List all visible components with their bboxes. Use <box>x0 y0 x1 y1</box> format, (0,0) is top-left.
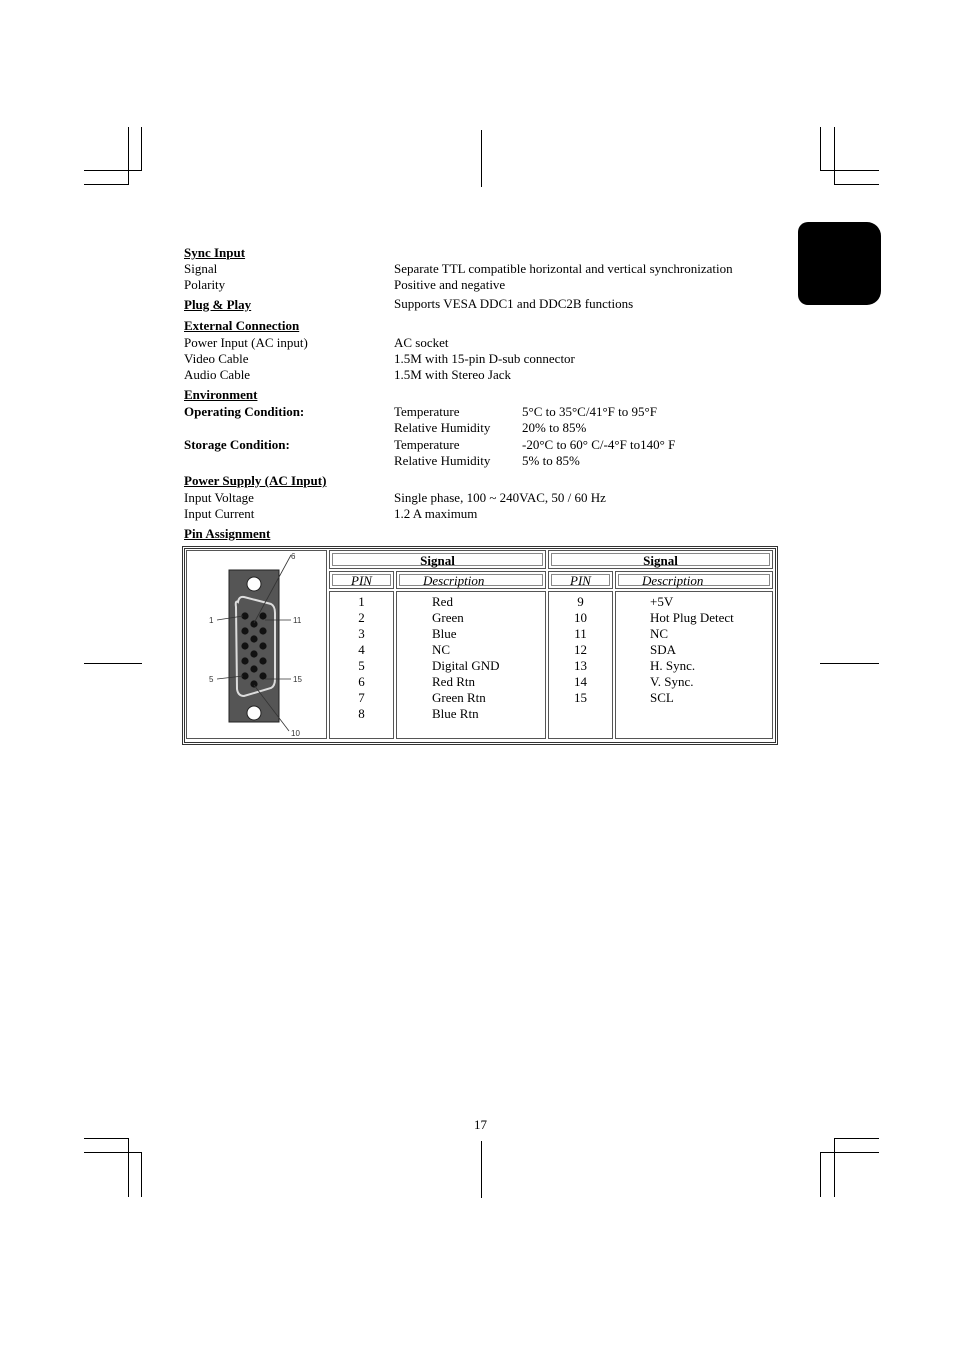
operating-condition-label: Operating Condition: <box>184 404 305 419</box>
pin-number: 15 <box>574 690 587 705</box>
pin-description: V. Sync. <box>650 674 694 689</box>
pin-number: 10 <box>574 610 587 625</box>
sync-polarity-value: Positive and negative <box>394 277 506 292</box>
pin-description: SCL <box>650 690 674 705</box>
sync-polarity-label: Polarity <box>184 277 226 292</box>
env-param: Temperature <box>394 437 460 452</box>
power-label: Input Voltage <box>184 490 254 505</box>
pin-column-left <box>329 591 394 739</box>
ext-label: Power Input (AC input) <box>184 335 308 350</box>
connector-label-11: 11 <box>293 616 302 625</box>
pin-description: Blue Rtn <box>432 706 479 721</box>
pin-number: 4 <box>358 642 365 657</box>
description-header-left: Description <box>396 571 546 589</box>
connector-label-5: 5 <box>209 675 214 684</box>
pin-description: Green <box>432 610 464 625</box>
pin-description: NC <box>650 626 669 641</box>
vga-connector-diagram <box>187 551 326 738</box>
pin-number: 5 <box>358 658 365 673</box>
pin-description: H. Sync. <box>650 658 696 673</box>
pin-number: 2 <box>358 610 365 625</box>
pin-number: 1 <box>358 594 365 609</box>
power-value: Single phase, 100 ~ 240VAC, 50 / 60 Hz <box>394 490 606 505</box>
power-supply-heading: Power Supply (AC Input) <box>184 473 327 488</box>
pin-column-right <box>548 591 613 739</box>
language-tab <box>798 222 881 486</box>
power-value: 1.2 A maximum <box>394 506 478 521</box>
pin-number: 13 <box>574 658 587 673</box>
language-tab-label: ENGLISH <box>811 433 823 486</box>
pin-description: +5V <box>650 594 674 609</box>
env-value: 5°C to 35°C/41°F to 95°F <box>522 404 657 419</box>
signal-header-left: Signal <box>329 550 546 569</box>
connector-diagram-cell <box>186 550 327 739</box>
env-param: Temperature <box>394 404 460 419</box>
environment-heading: Environment <box>184 387 258 402</box>
power-label: Input Current <box>184 506 255 521</box>
pin-header-left: PIN <box>329 571 394 589</box>
description-header-right: Description <box>615 571 773 589</box>
description-column-left <box>396 591 546 739</box>
connector-label-1: 1 <box>209 616 214 625</box>
ext-value: 1.5M with 15-pin D-sub connector <box>394 351 575 366</box>
plug-play-value: Supports VESA DDC1 and DDC2B functions <box>394 296 634 311</box>
ext-value: 1.5M with Stereo Jack <box>394 367 511 382</box>
pin-number: 12 <box>574 642 587 657</box>
connector-label-6: 6 <box>291 552 296 561</box>
pin-number: 7 <box>358 690 365 705</box>
pin-number: 14 <box>574 674 587 689</box>
pin-number: 9 <box>577 594 584 609</box>
pin-description: SDA <box>650 642 677 657</box>
page-number: 17 <box>474 1117 487 1132</box>
external-connection-heading: External Connection <box>184 318 300 333</box>
pin-description: Red Rtn <box>432 674 475 689</box>
pin-description: Green Rtn <box>432 690 486 705</box>
ext-label: Audio Cable <box>184 367 251 382</box>
env-param: Relative Humidity <box>394 420 491 435</box>
pin-number: 6 <box>358 674 365 689</box>
pin-description: Red <box>432 594 453 609</box>
env-value: 20% to 85% <box>522 420 587 435</box>
env-value: 5% to 85% <box>522 453 580 468</box>
env-value: -20°C to 60° C/-4°F to140° F <box>522 437 676 452</box>
ext-label: Video Cable <box>184 351 249 366</box>
pin-number: 11 <box>574 626 587 641</box>
ext-value: AC socket <box>394 335 449 350</box>
pin-description: Hot Plug Detect <box>650 610 734 625</box>
connector-label-15: 15 <box>293 675 302 684</box>
pin-assignment-heading: Pin Assignment <box>184 526 271 541</box>
env-param: Relative Humidity <box>394 453 491 468</box>
pin-number: 8 <box>358 706 365 721</box>
pin-description: Blue <box>432 626 457 641</box>
sync-signal-value: Separate TTL compatible horizontal and vertical synchronization <box>394 261 733 276</box>
pin-number: 3 <box>358 626 365 641</box>
connector-label-10: 10 <box>291 729 300 738</box>
pin-assignment-table <box>182 546 778 745</box>
pin-description: NC <box>432 642 451 657</box>
sync-signal-label: Signal <box>184 261 218 276</box>
pin-header-right: PIN <box>548 571 613 589</box>
storage-condition-label: Storage Condition: <box>184 437 290 452</box>
description-column-right <box>615 591 773 739</box>
pin-description: Digital GND <box>432 658 500 673</box>
plug-play-heading: Plug & Play <box>184 297 252 312</box>
sync-input-heading: Sync Input <box>184 245 246 260</box>
signal-header-right: Signal <box>548 550 773 569</box>
